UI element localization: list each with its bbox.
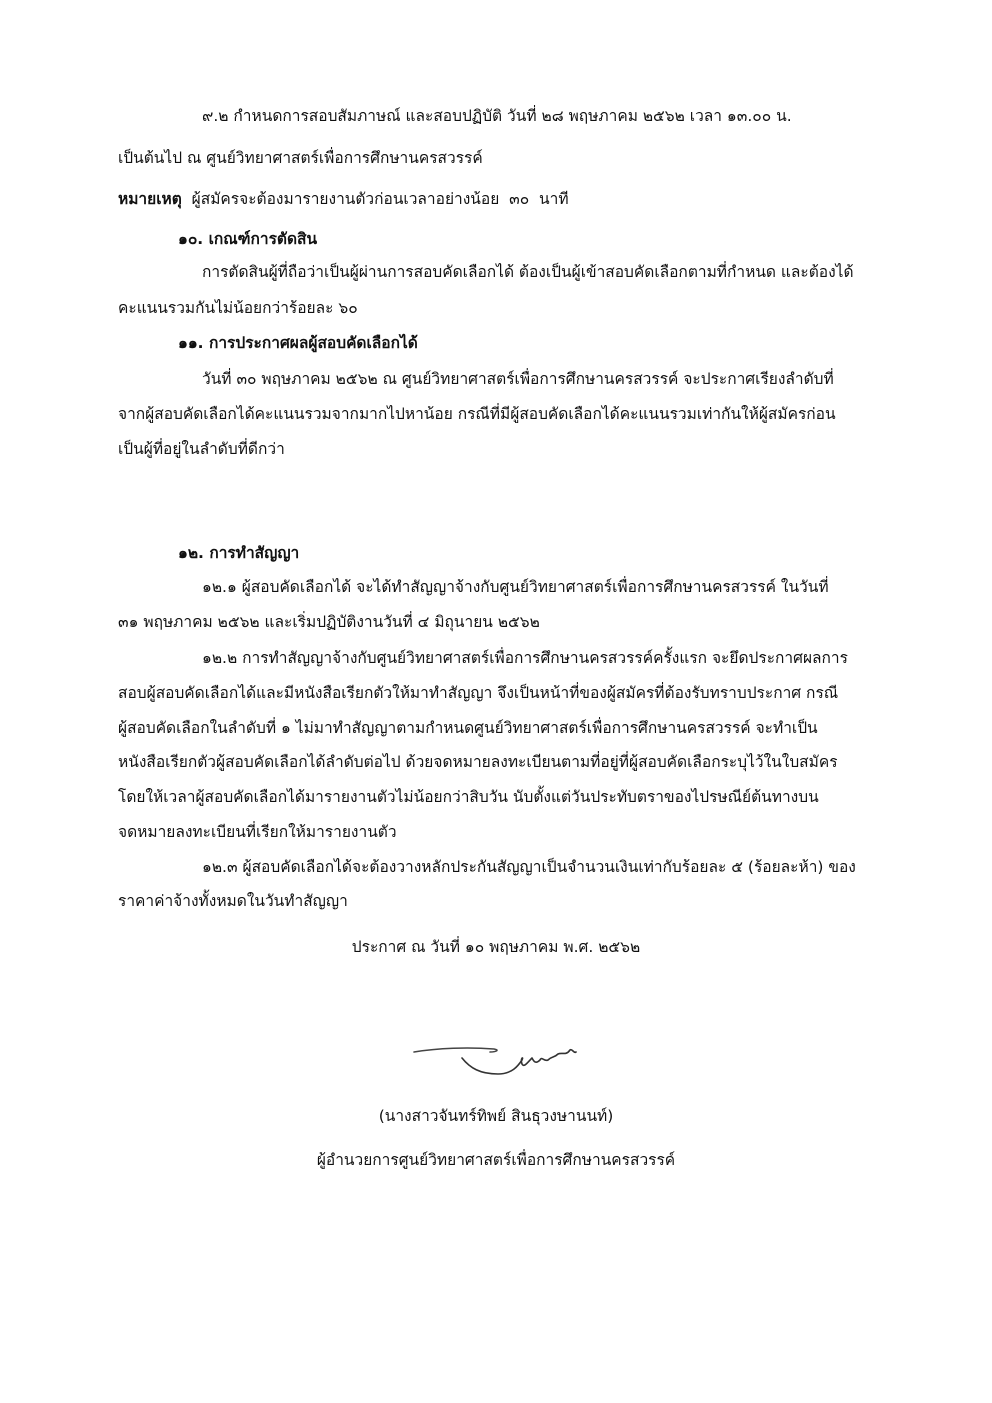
- signer-name: (นางสาวจันทร์ทิพย์ สินธุวงษานนท์): [378, 1107, 614, 1125]
- section-12-1-line-2: ๓๑ พฤษภาคม ๒๕๖๒ และเริ่มปฏิบัติงานวันที่ ๔ มิถุนายน ๒๕๖๒: [118, 613, 540, 631]
- section-12-heading: ๑๒. การทำสัญญา: [178, 544, 300, 562]
- announcement-date: ประกาศ ณ วันที่ ๑๐ พฤษภาคม พ.ศ. ๒๕๖๒: [351, 938, 641, 956]
- note-label: หมายเหตุ: [118, 190, 182, 208]
- section-12-3-line-1: ๑๒.๓ ผู้สอบคัดเลือกได้จะต้องวางหลักประกันสัญญาเป็นจำนวนเงินเท่ากับร้อยละ ๕ (ร้อยละห้า) ของ: [202, 858, 856, 876]
- section-10-line-2: คะแนนรวมกันไม่น้อยกว่าร้อยละ ๖๐: [118, 299, 358, 317]
- section-12-3-line-2: ราคาค่าจ้างทั้งหมดในวันทำสัญญา: [118, 892, 348, 910]
- section-11-heading: ๑๑. การประกาศผลผู้สอบคัดเลือกได้: [178, 334, 418, 352]
- section-12-2-line-3: ผู้สอบคัดเลือกในลำดับที่ ๑ ไม่มาทำสัญญาตามกำหนดศูนย์วิทยาศาสตร์เพื่อการศึกษานครสวรรค์ จะทำเป็น: [118, 719, 818, 737]
- section-9-2-line-1: ๙.๒ กำหนดการสอบสัมภาษณ์ และสอบปฏิบัติ วันที่ ๒๘ พฤษภาคม ๒๕๖๒ เวลา ๑๓.๐๐ น.: [202, 107, 792, 125]
- section-11-line-1: วันที่ ๓๐ พฤษภาคม ๒๕๖๒ ณ ศูนย์วิทยาศาสตร์เพื่อการศึกษานครสวรรค์ จะประกาศเรียงลำดับที่: [202, 370, 834, 388]
- section-11-line-2: จากผู้สอบคัดเลือกได้คะแนนรวมจากมากไปหาน้อย กรณีที่มีผู้สอบคัดเลือกได้คะแนนรวมเท่ากันให้ผู้สมัครก่อน: [118, 405, 836, 423]
- section-12-2-line-2: สอบผู้สอบคัดเลือกได้และมีหนังสือเรียกตัวให้มาทำสัญญา จึงเป็นหน้าที่ของผู้สมัครที่ต้องรับทราบประกาศ กรณี: [118, 684, 839, 702]
- signature-image: [408, 1028, 586, 1088]
- section-12-2-line-6: จดหมายลงทะเบียนที่เรียกให้มารายงานตัว: [118, 823, 397, 841]
- section-12-2-line-5: โดยให้เวลาผู้สอบคัดเลือกได้มารายงานตัวไม่น้อยกว่าสิบวัน นับตั้งแต่วันประทับตราของไปรษณีย์ต้นทางบน: [118, 788, 819, 806]
- section-10-line-1: การตัดสินผู้ที่ถือว่าเป็นผู้ผ่านการสอบคัดเลือกได้ ต้องเป็นผู้เข้าสอบคัดเลือกตามที่กำหนด และต้องได้: [202, 263, 854, 281]
- section-9-2-line-2: เป็นต้นไป ณ ศูนย์วิทยาศาสตร์เพื่อการศึกษานครสวรรค์: [118, 149, 483, 167]
- section-12-2-line-1: ๑๒.๒ การทำสัญญาจ้างกับศูนย์วิทยาศาสตร์เพื่อการศึกษานครสวรรค์ครั้งแรก จะยึดประกาศผลการ: [202, 649, 848, 667]
- section-11-line-3: เป็นผู้ที่อยู่ในลำดับที่ดีกว่า: [118, 440, 285, 458]
- signer-title: ผู้อำนวยการศูนย์วิทยาศาสตร์เพื่อการศึกษานครสวรรค์: [316, 1151, 676, 1169]
- section-12-2-line-4: หนังสือเรียกตัวผู้สอบคัดเลือกได้ลำดับต่อไป ด้วยจดหมายลงทะเบียนตามที่อยู่ที่ผู้สอบคัดเลือกระบุไว้ในใบสมัคร: [118, 753, 838, 771]
- note-text: ผู้สมัครจะต้องมารายงานตัวก่อนเวลาอย่างน้อย ๓๐ นาที: [181, 190, 569, 208]
- section-12-1-line-1: ๑๒.๑ ผู้สอบคัดเลือกได้ จะได้ทำสัญญาจ้างกับศูนย์วิทยาศาสตร์เพื่อการศึกษานครสวรรค์ ในวันที่: [202, 578, 829, 596]
- note-line: [118, 189, 910, 209]
- section-10-heading: ๑๐. เกณฑ์การตัดสิน: [178, 230, 318, 248]
